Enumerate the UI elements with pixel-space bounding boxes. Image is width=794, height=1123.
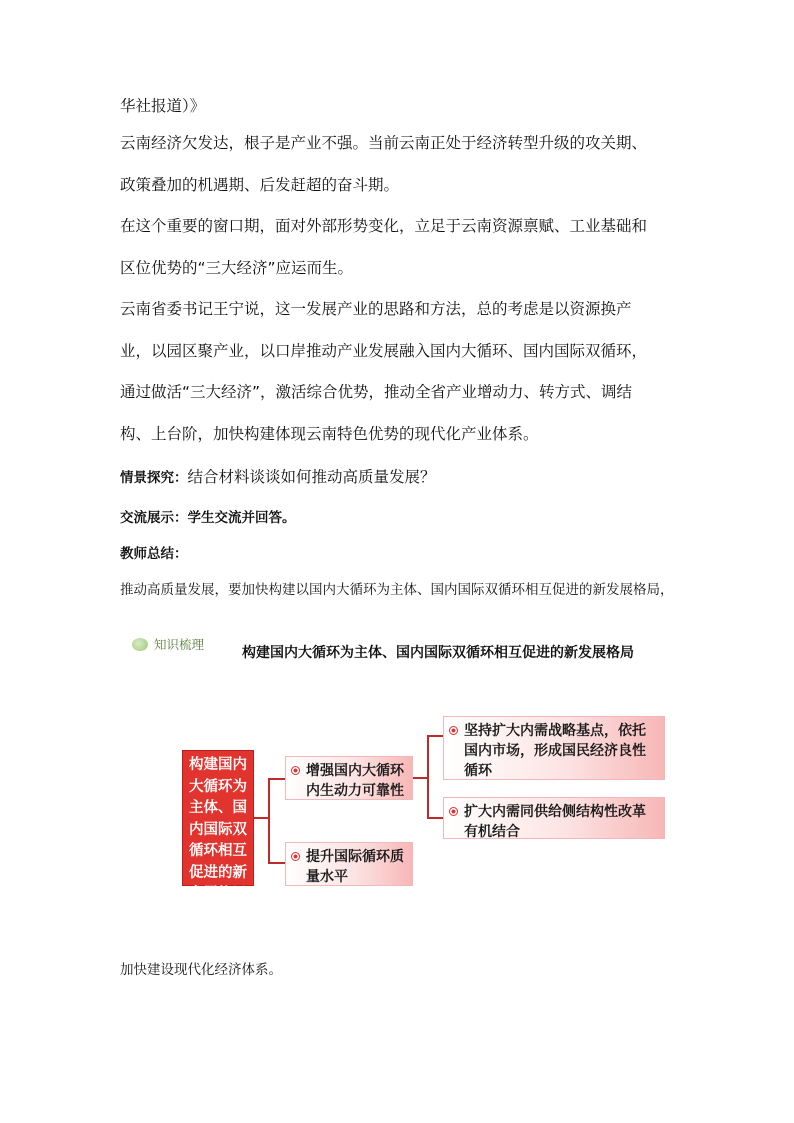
bullet-icon xyxy=(449,807,458,816)
connector-branch-2 xyxy=(268,862,285,864)
map-leaf-1 xyxy=(443,716,665,780)
map-leaf-2-text: 扩大内需同供给侧结构性改革有机结合 xyxy=(464,804,646,840)
summary-text: 推动高质量发展，要加快构建以国内大循环为主体、国内国际双循环相互促进的新发展格局， xyxy=(120,582,674,598)
map-branch-2-text: 提升国际循环质量水平 xyxy=(306,849,404,885)
map-leaf-2 xyxy=(443,797,665,839)
paragraph-line-1: 华社报道）》 xyxy=(120,97,206,115)
paragraph-line-3: 政策叠加的机遇期、后发赶超的奋斗期。 xyxy=(120,176,400,194)
map-branch-1 xyxy=(285,756,413,800)
final-text: 加快建设现代化经济体系。 xyxy=(120,962,282,978)
paragraph-line-4: 在这个重要的窗口期，面对外部形势变化，立足于云南资源禀赋、工业基础和 xyxy=(120,217,648,235)
leaf-icon xyxy=(132,638,148,651)
paragraph-line-5: 区位优势的“三大经济”应运而生。 xyxy=(120,259,354,277)
connector-root-vertical xyxy=(268,778,270,864)
connector-leaf-2 xyxy=(427,817,443,819)
map-leaf-1-text: 坚持扩大内需战略基点，依托国内市场，形成国民经济良性循环 xyxy=(464,723,646,779)
knowledge-tag-label: 知识梳理 xyxy=(154,637,205,652)
paragraph-line-2: 云南经济欠发达，根子是产业不强。当前云南正处于经济转型升级的攻关期、 xyxy=(120,134,648,152)
paragraph-line-6: 云南省委书记王宁说，这一发展产业的思路和方法，总的考虑是以资源换产 xyxy=(120,300,632,318)
map-branch-1-text: 增强国内大循环内生动力可靠性 xyxy=(306,763,404,799)
scenario-text: 结合材料谈谈如何推动高质量发展？ xyxy=(187,468,436,486)
exchange-text: 学生交流并回答。 xyxy=(187,510,296,526)
exchange-line xyxy=(120,508,296,528)
exchange-label: 交流展示： xyxy=(120,510,188,526)
knowledge-map-title: 构建国内大循环为主体、国内国际双循环相互促进的新发展格局 xyxy=(242,645,634,661)
bullet-icon xyxy=(449,726,458,735)
teacher-summary-label: 教师总结： xyxy=(120,546,188,562)
map-branch-2 xyxy=(285,842,413,886)
paragraph-line-8: 通过做活“三大经济”，激活综合优势，推动全省产业增动力、转方式、调结 xyxy=(120,383,633,401)
connector-branch-1 xyxy=(268,778,285,780)
map-root-node: 构建国内大循环为主体、国内国际双循环相互促进的新发展格局 xyxy=(182,750,254,886)
connector-leaves-vertical xyxy=(427,735,429,819)
connector-leaf-1 xyxy=(427,735,443,737)
scenario-line xyxy=(120,467,436,488)
scenario-label: 情景探究： xyxy=(120,470,188,486)
bullet-icon xyxy=(291,766,300,775)
knowledge-tag xyxy=(132,635,204,653)
bullet-icon xyxy=(291,852,300,861)
connector-branch1-out xyxy=(413,777,428,779)
paragraph-line-7: 业，以园区聚产业，以口岸推动产业发展融入国内大循环、国内国际双循环， xyxy=(120,342,648,360)
paragraph-line-9: 构、上台阶，加快构建体现云南特色优势的现代化产业体系。 xyxy=(120,425,539,443)
